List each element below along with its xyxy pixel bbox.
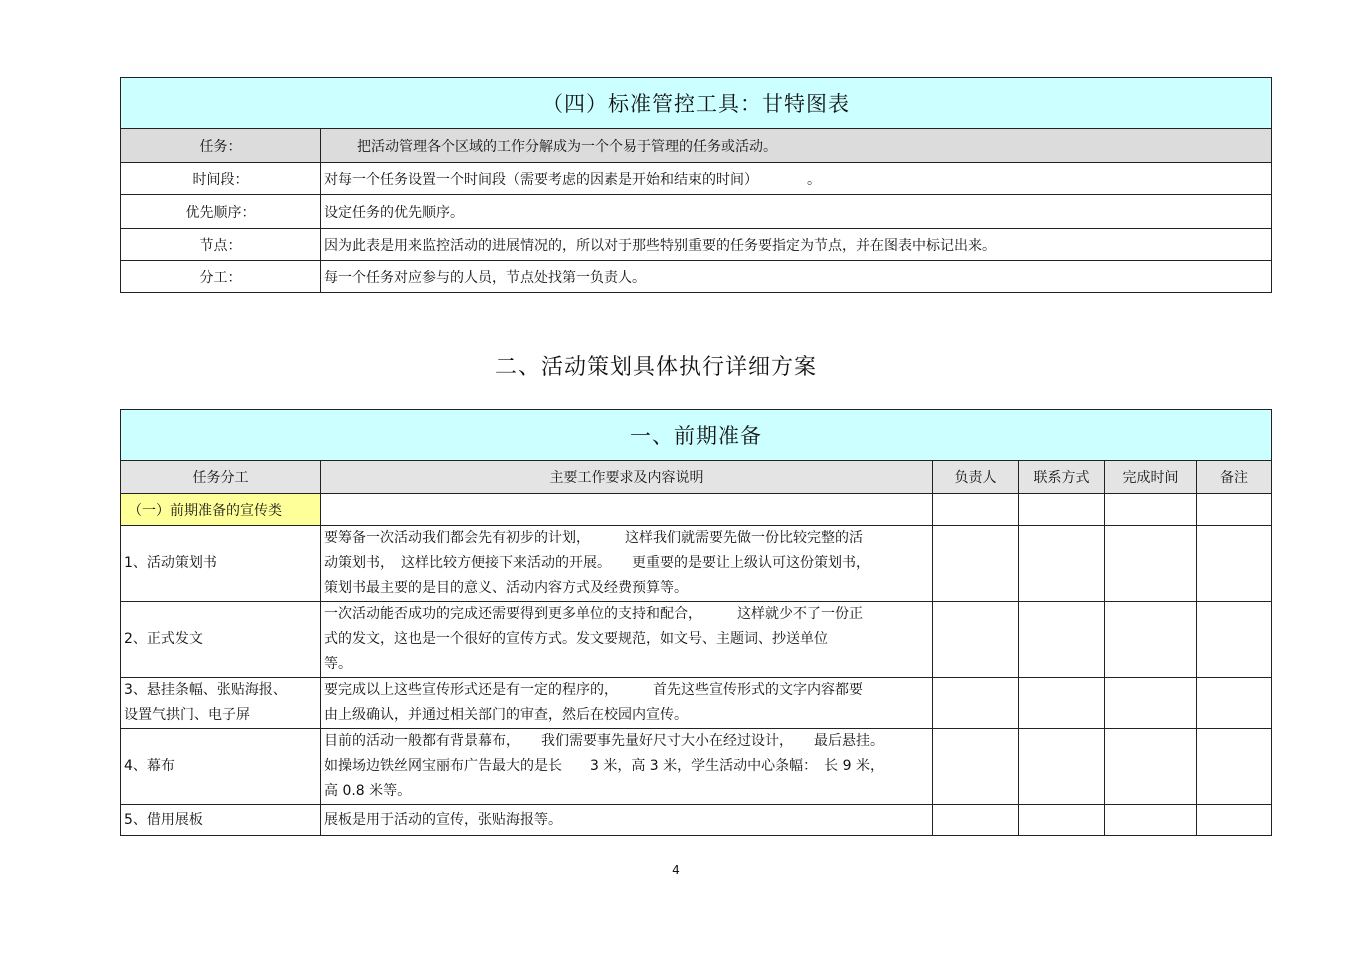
task-label: 4、幕布 xyxy=(124,758,175,774)
gantt-title-row xyxy=(121,78,1272,129)
due-time-cell xyxy=(1105,602,1197,678)
description-line: 如操场边铁丝网宝丽布广告最大的是长 3 米，高 3 米，学生活动中心条幅： 长 9 米， xyxy=(324,758,884,774)
gantt-row-label: 分工： xyxy=(121,261,321,293)
notes-cell xyxy=(1197,602,1272,678)
column-header-description: 主要工作要求及内容说明 xyxy=(321,461,933,494)
task-cell xyxy=(121,805,321,836)
gantt-row-division xyxy=(121,261,1272,293)
column-header-task: 任务分工 xyxy=(121,461,321,494)
table-row xyxy=(121,805,1272,836)
prep-column-header-row xyxy=(121,461,1272,494)
page-number: 4 xyxy=(672,863,680,877)
gantt-row-label: 节点： xyxy=(121,229,321,261)
task-label: 1、活动策划书 xyxy=(124,555,217,571)
description-line: 等。 xyxy=(324,656,352,672)
gantt-row-label: 优先顺序： xyxy=(121,195,321,229)
notes-cell xyxy=(1197,805,1272,836)
prep-title-row xyxy=(121,410,1272,461)
column-header-contact: 联系方式 xyxy=(1019,461,1105,494)
description-line: 要完成以上这些宣传形式还是有一定的程序的， 首先这些宣传形式的文字内容都要 xyxy=(324,682,863,698)
due-time-cell xyxy=(1105,678,1197,729)
description-cell xyxy=(321,526,933,602)
description-cell xyxy=(321,678,933,729)
description-line: 策划书最主要的是目的意义、活动内容方式及经费预算等。 xyxy=(324,580,688,596)
task-label: 2、正式发文 xyxy=(124,631,203,647)
gantt-row-time-period xyxy=(121,163,1272,195)
gantt-table xyxy=(120,77,1272,293)
gantt-row-content: 设定任务的优先顺序。 xyxy=(321,195,1272,229)
description-cell xyxy=(321,602,933,678)
empty-cell xyxy=(1105,494,1197,526)
notes-cell xyxy=(1197,678,1272,729)
description-cell xyxy=(321,729,933,805)
gantt-row-task xyxy=(121,129,1272,163)
task-cell xyxy=(121,729,321,805)
task-label: 设置气拱门、电子屏 xyxy=(124,707,250,723)
owner-cell xyxy=(933,602,1019,678)
task-cell xyxy=(121,526,321,602)
description-line: 展板是用于活动的宣传，张贴海报等。 xyxy=(324,811,562,828)
notes-cell xyxy=(1197,729,1272,805)
empty-cell xyxy=(321,494,933,526)
description-line: 由上级确认，并通过相关部门的审查，然后在校园内宣传。 xyxy=(324,707,688,723)
description-cell xyxy=(321,805,933,836)
empty-cell xyxy=(933,494,1019,526)
prep-title: 一、前期准备 xyxy=(121,410,1272,461)
table-row xyxy=(121,526,1272,602)
description-line: 动策划书， 这样比较方便接下来活动的开展。 更重要的是要让上级认可这份策划书， xyxy=(324,555,870,571)
contact-cell xyxy=(1019,678,1105,729)
category-label: （一）前期准备的宣传类 xyxy=(121,494,321,526)
task-label: 5、借用展板 xyxy=(124,811,203,828)
owner-cell xyxy=(933,805,1019,836)
owner-cell xyxy=(933,526,1019,602)
section-heading: 二、活动策划具体执行详细方案 xyxy=(494,355,817,380)
contact-cell xyxy=(1019,805,1105,836)
owner-cell xyxy=(933,729,1019,805)
table-row xyxy=(121,602,1272,678)
table-row xyxy=(121,729,1272,805)
column-header-notes: 备注 xyxy=(1197,461,1272,494)
gantt-title: （四）标准管控工具：甘特图表 xyxy=(121,78,1272,129)
description-line: 一次活动能否成功的完成还需要得到更多单位的支持和配合， 这样就少不了一份正 xyxy=(324,606,863,622)
empty-cell xyxy=(1197,494,1272,526)
owner-cell xyxy=(933,678,1019,729)
description-line: 式的发文，这也是一个很好的宣传方式。发文要规范，如文号、主题词、抄送单位 xyxy=(324,631,828,647)
gantt-row-content: 对每一个任务设置一个时间段（需要考虑的因素是开始和结束的时间） 。 xyxy=(321,163,1272,195)
task-label: 3、悬挂条幅、张贴海报、 xyxy=(124,682,287,698)
gantt-row-milestone xyxy=(121,229,1272,261)
due-time-cell xyxy=(1105,805,1197,836)
gantt-row-label: 任务： xyxy=(121,129,321,163)
contact-cell xyxy=(1019,526,1105,602)
due-time-cell xyxy=(1105,526,1197,602)
empty-cell xyxy=(1019,494,1105,526)
gantt-row-content: 每一个任务对应参与的人员，节点处找第一负责人。 xyxy=(321,261,1272,293)
task-cell xyxy=(121,678,321,729)
gantt-row-content: 把活动管理各个区域的工作分解成为一个个易于管理的任务或活动。 xyxy=(321,129,1272,163)
gantt-row-label: 时间段： xyxy=(121,163,321,195)
table-row xyxy=(121,678,1272,729)
prep-category-row xyxy=(121,494,1272,526)
contact-cell xyxy=(1019,602,1105,678)
task-cell xyxy=(121,602,321,678)
gantt-row-content: 因为此表是用来监控活动的进展情况的，所以对于那些特别重要的任务要指定为节点，并在图表中标记出来。 xyxy=(321,229,1272,261)
description-line: 要筹备一次活动我们都会先有初步的计划， 这样我们就需要先做一份比较完整的活 xyxy=(324,530,863,546)
due-time-cell xyxy=(1105,729,1197,805)
gantt-row-priority xyxy=(121,195,1272,229)
column-header-due-time: 完成时间 xyxy=(1105,461,1197,494)
description-line: 高 0.8 米等。 xyxy=(324,783,412,799)
column-header-owner: 负责人 xyxy=(933,461,1019,494)
description-line: 目前的活动一般都有背景幕布， 我们需要事先量好尺寸大小在经过设计， 最后悬挂。 xyxy=(324,733,884,749)
contact-cell xyxy=(1019,729,1105,805)
prep-table xyxy=(120,409,1272,836)
notes-cell xyxy=(1197,526,1272,602)
